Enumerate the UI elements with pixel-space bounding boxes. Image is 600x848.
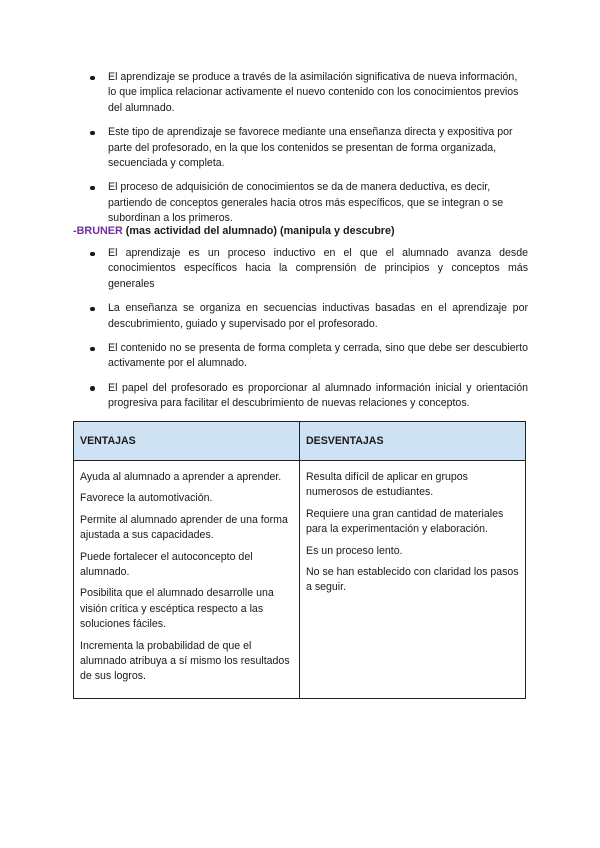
desventaja-item: No se han establecido con claridad los pasos a seguir. (306, 566, 519, 594)
ventajas-desventajas-table (73, 421, 526, 699)
bruner-list (84, 246, 528, 421)
ventaja-item: Ayuda al alumnado a aprender a aprender. (80, 471, 282, 483)
ventaja-item: Puede fortalecer el autoconcepto del alumnado. (80, 550, 253, 579)
desventaja-item: Es un proceso lento. (306, 544, 403, 557)
section-subtitle: (mas actividad del alumnado) (manipula y descubre) (122, 225, 395, 237)
section-name: -BRUNER (73, 225, 123, 237)
list-item: La enseñanza se organiza en secuencias inductivas basadas en el aprendizaje por descubrimiento, guiado y supervisado por el profesorado. (84, 301, 528, 332)
list-item: El papel del profesorado es proporcionar al alumnado información inicial y orientación progresiva para facilitar el descubrimiento de nuevas relaciones y conceptos. (84, 381, 528, 412)
desventaja-item: Requiere una gran cantidad de materiales para la experimentación y elaboración. (306, 507, 504, 536)
ventaja-item: Favorece la automotivación. (80, 492, 213, 505)
ventajas-header: VENTAJAS (74, 422, 300, 461)
ausubel-list (84, 70, 528, 236)
desventajas-header: DESVENTAJAS (300, 422, 526, 461)
list-item: El contenido no se presenta de forma completa y cerrada, sino que debe ser descubierto activamente por el alumnado. (84, 341, 528, 372)
desventajas-cell (300, 461, 526, 699)
ventaja-item: Incrementa la probabilidad de que el alumnado atribuya a sí mismo los resultados de sus logros. (80, 639, 290, 683)
list-item: El aprendizaje se produce a través de la asimilación significativa de nueva información, lo que implica relacionar activamente el nuevo contenido con los conocimientos previos del alumnado. (84, 70, 528, 116)
desventaja-item: Resulta difícil de aplicar en grupos numerosos de estudiantes. (306, 471, 468, 499)
ventaja-item: Permite al alumnado aprender de una forma ajustada a sus capacidades. (80, 513, 288, 542)
list-item: Este tipo de aprendizaje se favorece mediante una enseñanza directa y expositiva por parte del profesorado, en la que los contenidos se presentan de forma organizada, secuenciada y completa. (84, 125, 528, 171)
section-heading (73, 225, 395, 237)
ventaja-item: Posibilita que el alumnado desarrolle una visión crítica y escéptica respecto a las soluciones fáciles. (80, 587, 274, 631)
ventajas-cell (74, 461, 300, 699)
list-item: El aprendizaje es un proceso inductivo en el que el alumnado avanza desde conocimientos específicos hacia la comprensión de principios y conceptos más generales (84, 246, 528, 292)
list-item: El proceso de adquisición de conocimientos se da de manera deductiva, es decir, partiendo de conceptos generales hacia otros más específicos, que se integran o se subordinan a los primeros. (84, 180, 528, 226)
